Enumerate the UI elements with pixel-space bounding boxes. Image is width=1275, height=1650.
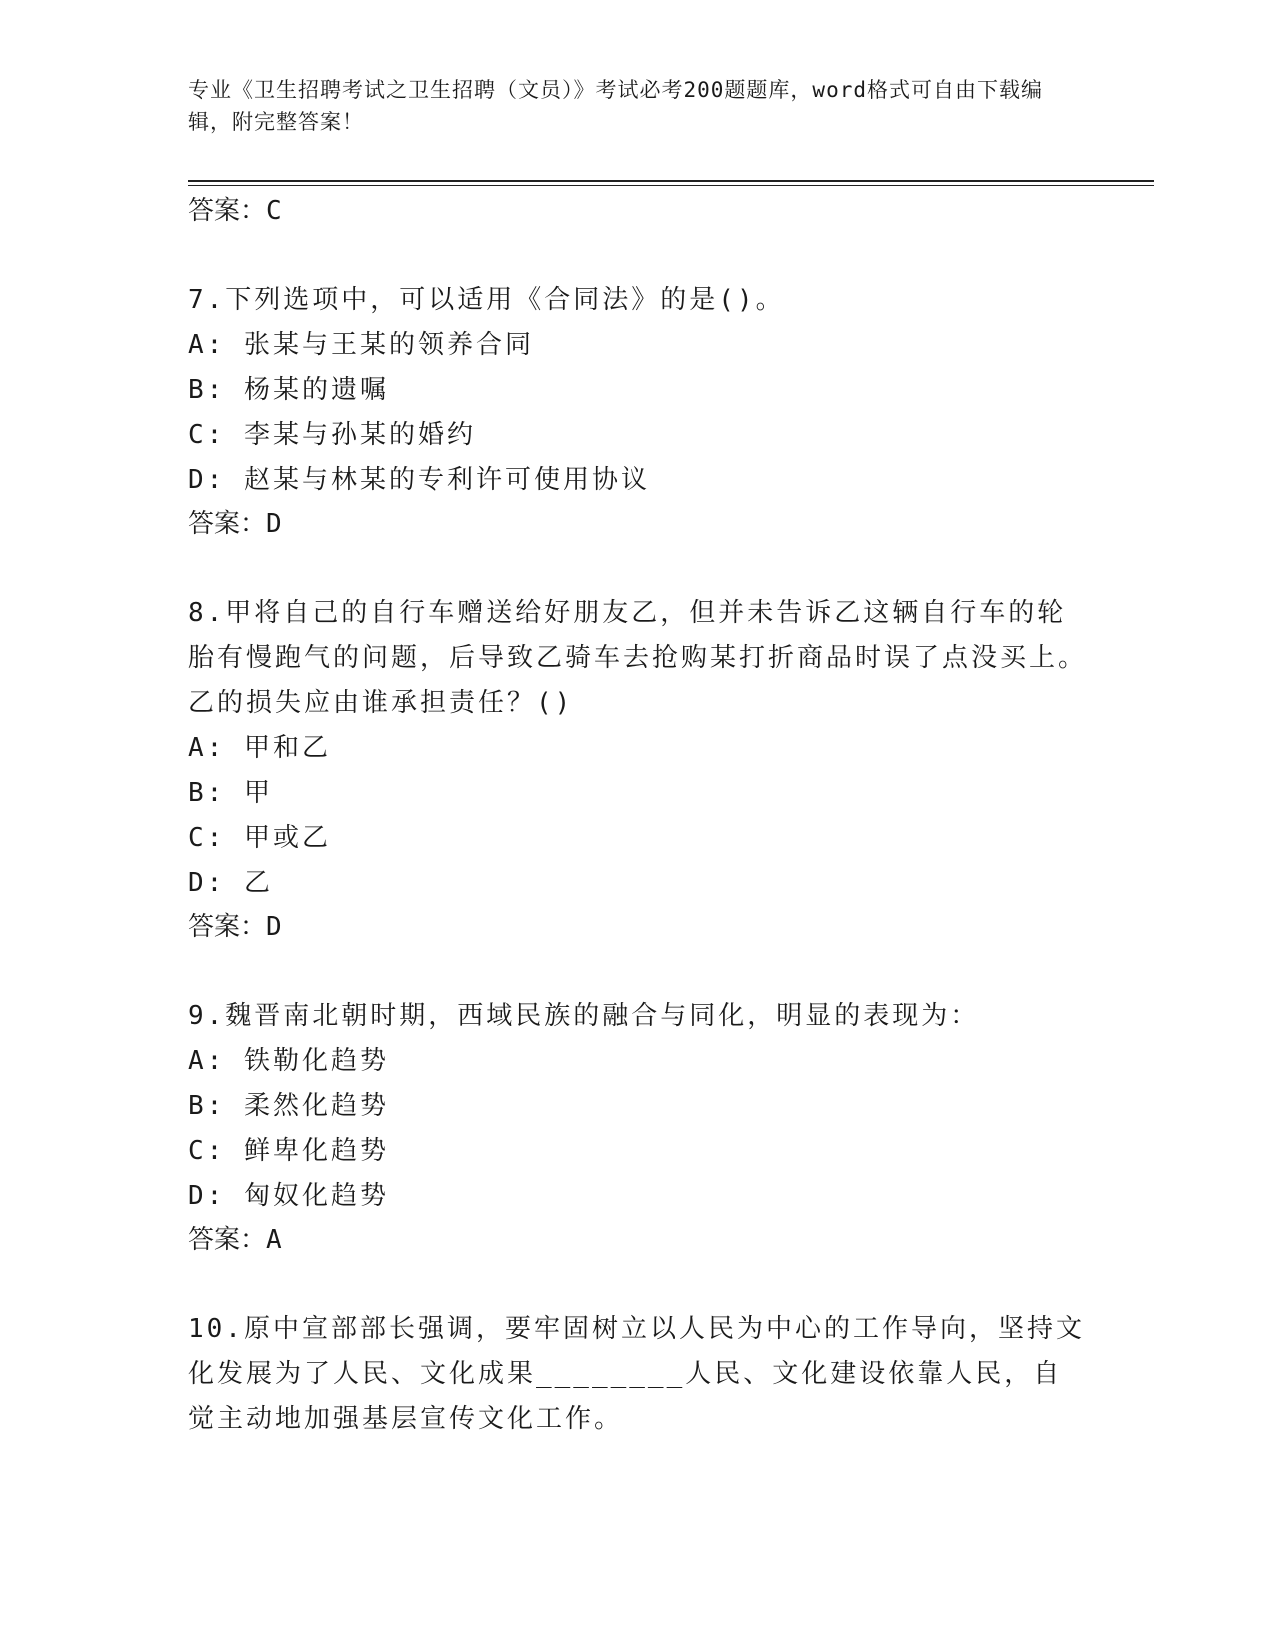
option-a: A: 铁勒化趋势 <box>188 1046 389 1076</box>
question-stem: 7.下列选项中，可以适用《合同法》的是()。 <box>188 285 785 315</box>
question-list <box>188 190 1088 1442</box>
option-d: D: 赵某与林某的专利许可使用协议 <box>188 465 650 495</box>
question-stem: 8.甲将自己的自行车赠送给好朋友乙，但并未告诉乙这辆自行车的轮胎有慢跑气的问题，后导致乙骑车去抢购某打折商品时误了点没买上。乙的损失应由谁承担责任？() <box>188 598 1088 718</box>
question-stem: 9.魏晋南北朝时期，西域民族的融合与同化，明显的表现为： <box>188 1001 980 1031</box>
option-c: C: 鲜卑化趋势 <box>188 1136 389 1166</box>
answer-q7: 答案：D <box>188 509 282 539</box>
document-header: 专业《卫生招聘考试之卫生招聘（文员）》考试必考200题题库，word格式可自由下载编辑，附完整答案！ <box>188 78 1043 134</box>
answer-q9: 答案：A <box>188 1225 282 1255</box>
question-stem: 10.原中宣部部长强调，要牢固树立以人民为中心的工作导向，坚持文化发展为了人民、文化成果________人民、文化建设依靠人民，自觉主动地加强基层宣传文化工作。 <box>188 1314 1085 1434</box>
option-c: C: 甲或乙 <box>188 823 331 853</box>
question-9 <box>188 994 1088 1261</box>
option-a: A: 甲和乙 <box>188 733 331 763</box>
option-b: B: 柔然化趋势 <box>188 1091 389 1121</box>
option-d: D: 乙 <box>188 868 273 898</box>
option-b: B: 甲 <box>188 778 273 808</box>
question-10 <box>188 1307 1088 1442</box>
question-7 <box>188 278 1088 545</box>
answer-q8: 答案：D <box>188 912 282 942</box>
answer-q6: 答案：C <box>188 196 282 226</box>
option-b: B: 杨某的遗嘱 <box>188 375 389 405</box>
option-a: A: 张某与王某的领养合同 <box>188 330 534 360</box>
header-divider-thick <box>188 180 1154 182</box>
header-divider-thin <box>188 185 1154 186</box>
question-8 <box>188 591 1088 948</box>
option-d: D: 匈奴化趋势 <box>188 1181 389 1211</box>
option-c: C: 李某与孙某的婚约 <box>188 420 476 450</box>
